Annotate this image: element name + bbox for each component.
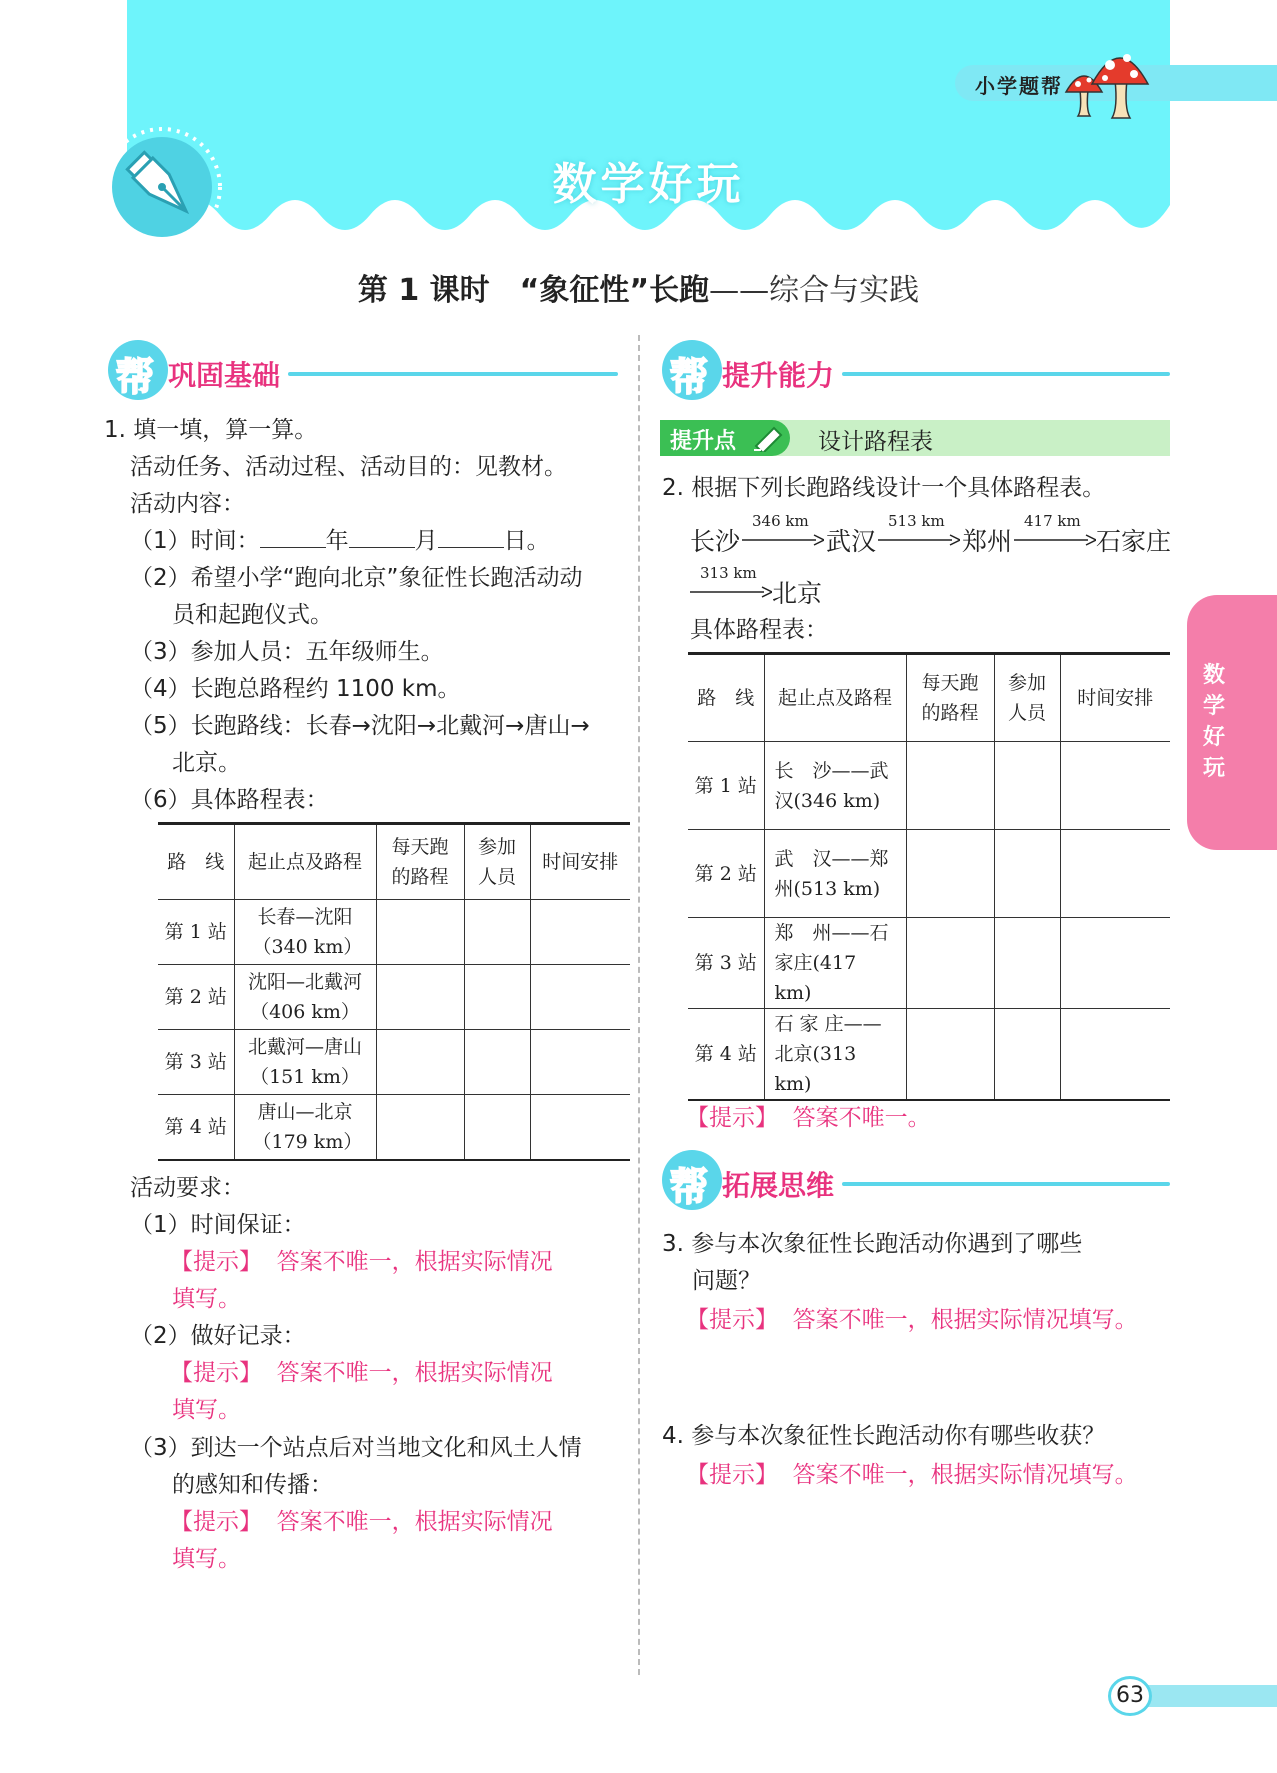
hint-tag: 【提示】: [686, 1307, 778, 1333]
time-label: （1）时间：: [130, 528, 260, 554]
section-rule: [842, 1182, 1170, 1186]
section-rule: [288, 372, 618, 376]
station-cell: 第 3 站: [158, 1030, 234, 1095]
route-cell-line: 石 家 庄——: [774, 1013, 882, 1035]
section-title: 提升能力: [722, 359, 835, 392]
city-zhengzhou: 郑州: [962, 527, 1013, 556]
station-cell: 第 2 站: [158, 965, 234, 1030]
section-title: 拓展思维: [722, 1169, 835, 1202]
table-row: [688, 830, 1170, 918]
th-participants: 参加人员: [464, 824, 530, 900]
section-title: 巩固基础: [168, 359, 281, 392]
participants-cell[interactable]: [464, 1095, 530, 1160]
table-row: [158, 1095, 630, 1160]
hint-tag: 【提示】: [170, 1509, 262, 1535]
participants-cell[interactable]: [464, 900, 530, 965]
page-number: 63: [1108, 1676, 1152, 1716]
item-6: （6）具体路程表：: [130, 787, 329, 813]
schedule-cell[interactable]: [530, 1095, 630, 1160]
station-cell: 第 1 站: [158, 900, 234, 965]
route-cell-line: 武 汉——郑: [774, 847, 889, 870]
table-label: 具体路程表：: [690, 617, 828, 643]
hint-text: 答案不唯一。: [792, 1105, 931, 1131]
daily-cell[interactable]: [376, 1030, 464, 1095]
pencil-icon: [752, 424, 786, 452]
route-cell-line: 家庄(417 km): [774, 952, 857, 1004]
banner-title: 数学好玩: [552, 159, 745, 210]
item-3: （3）参加人员：五年级师生。: [130, 639, 444, 665]
requirement-3-line-a: （3）到达一个站点后对当地文化和风土人情: [130, 1435, 582, 1461]
lesson-main-title: 第 1 课时 “象征性”长跑: [357, 273, 710, 308]
side-tab-label: 数学好玩: [1203, 663, 1226, 781]
point-tag-label: 提升点: [670, 429, 737, 454]
route-cell: [764, 1009, 906, 1101]
daily-cell[interactable]: [376, 965, 464, 1030]
table-row: [688, 918, 1170, 1009]
distance-label: 513 km: [888, 512, 945, 530]
arrow-icon: [878, 534, 960, 546]
question-2: 2. 根据下列长跑路线设计一个具体路程表。: [662, 475, 1106, 501]
route-cell: 长春—沈阳（340 km）: [234, 900, 376, 965]
hint-2-cont: 填写。: [172, 1397, 241, 1423]
hint-text: 答案不唯一，根据实际情况填写。: [792, 1307, 1138, 1333]
participants-cell[interactable]: [464, 965, 530, 1030]
participants-cell[interactable]: [994, 918, 1060, 1009]
question-3-line-b: 问题？: [692, 1268, 761, 1294]
route-cell: [764, 830, 906, 918]
route-cell-line: 长 沙——武: [774, 759, 889, 782]
arrow-icon: [1014, 534, 1096, 546]
question-1: 1. 填一填，算一算。: [104, 417, 318, 443]
participants-cell[interactable]: [994, 830, 1060, 918]
th-daily-distance: 每天跑的路程: [906, 654, 994, 742]
year-blank[interactable]: [260, 528, 326, 548]
daily-cell[interactable]: [376, 900, 464, 965]
hint-tag: 【提示】: [170, 1360, 262, 1386]
hint-1-cont: 填写。: [172, 1286, 241, 1312]
route-cell: 北戴河—唐山（151 km）: [234, 1030, 376, 1095]
table-row: [158, 900, 630, 965]
participants-cell[interactable]: [994, 1009, 1060, 1101]
day-blank[interactable]: [438, 528, 504, 548]
pen-nib-icon: [100, 125, 225, 250]
route-cell-line: 州(513 km): [774, 877, 881, 900]
hint-2: [170, 1355, 553, 1392]
item-5-line-a: （5）长跑路线：长春→沈阳→北戴河→唐山→: [130, 713, 590, 739]
mushroom-icon: [1060, 40, 1150, 120]
hint-tag: 【提示】: [686, 1462, 778, 1488]
th-schedule: 时间安排: [1060, 654, 1170, 742]
route-cell-line: 汉(346 km): [774, 789, 881, 812]
daily-cell[interactable]: [906, 742, 994, 830]
station-cell: 第 4 站: [688, 1009, 764, 1101]
section-header-basics: [108, 340, 618, 400]
station-cell: 第 2 站: [688, 830, 764, 918]
side-chapter-tab: [1187, 595, 1277, 850]
arrow-icon: [690, 586, 772, 598]
schedule-cell[interactable]: [530, 1030, 630, 1095]
th-participants: 参加人员: [994, 654, 1060, 742]
question-3-line-a: 3. 参与本次象征性长跑活动你遇到了哪些: [662, 1231, 1083, 1257]
item-5-line-b: 北京。: [172, 750, 241, 776]
station-cell: 第 4 站: [158, 1095, 234, 1160]
hint-text: 答案不唯一，根据实际情况填写。: [792, 1462, 1138, 1488]
route-cell: 唐山—北京（179 km）: [234, 1095, 376, 1160]
participants-cell[interactable]: [464, 1030, 530, 1095]
th-endpoints: 起止点及路程: [764, 654, 906, 742]
route-cell: [764, 742, 906, 830]
left-route-table: [158, 822, 630, 1161]
table-row: [158, 965, 630, 1030]
daily-cell[interactable]: [906, 1009, 994, 1101]
section-header-expand: [662, 1150, 1170, 1210]
question-4: 4. 参与本次象征性长跑活动你有哪些收获？: [662, 1423, 1106, 1449]
arrow-icon: [742, 534, 824, 546]
city-changsha: 长沙: [690, 527, 741, 556]
hint-tag: 【提示】: [686, 1105, 778, 1131]
schedule-cell[interactable]: [1060, 918, 1170, 1009]
lesson-subtitle: ——综合与实践: [709, 273, 920, 308]
day-label: 日。: [503, 528, 550, 554]
th-schedule: 时间安排: [530, 824, 630, 900]
table-row: [158, 1030, 630, 1095]
section-badge-char: 帮: [116, 355, 155, 399]
hint-3: [170, 1504, 553, 1541]
table-row: [688, 1009, 1170, 1101]
section-badge-char: 帮: [670, 355, 709, 399]
hint-q3: [686, 1302, 1138, 1339]
item-2-line-b: 员和起跑仪式。: [172, 602, 333, 628]
item-4: （4）长跑总路程约 1100 km。: [130, 676, 461, 702]
route-cell: 沈阳—北戴河（406 km）: [234, 965, 376, 1030]
banner-background: [127, 0, 1170, 250]
distance-label: 346 km: [752, 512, 809, 530]
hint-q2: [686, 1100, 931, 1137]
hint-1: [170, 1244, 553, 1281]
station-cell: 第 3 站: [688, 918, 764, 1009]
route-cell-line: 郑 州——石: [774, 922, 889, 944]
city-beijing: 北京: [772, 579, 823, 608]
station-cell: 第 1 站: [688, 742, 764, 830]
brand-label: 小学题帮: [975, 74, 1063, 98]
schedule-cell[interactable]: [530, 965, 630, 1030]
hint-q4: [686, 1457, 1138, 1494]
item-2-line-a: （2）希望小学“跑向北京”象征性长跑活动动: [130, 565, 583, 591]
route-cell: [764, 918, 906, 1009]
schedule-cell[interactable]: [1060, 1009, 1170, 1101]
daily-cell[interactable]: [376, 1095, 464, 1160]
th-endpoints: 起止点及路程: [234, 824, 376, 900]
month-label: 月: [414, 528, 438, 554]
right-route-table: [688, 652, 1170, 1101]
city-shijiazhuang: 石家庄: [1096, 527, 1172, 556]
point-label: 设计路程表: [818, 429, 933, 455]
schedule-cell[interactable]: [1060, 742, 1170, 830]
lesson-title: [0, 265, 1277, 309]
schedule-cell[interactable]: [1060, 830, 1170, 918]
header-banner: [127, 0, 1170, 250]
table-row: [688, 742, 1170, 830]
th-route: 路 线: [158, 824, 234, 900]
hint-tag: 【提示】: [170, 1249, 262, 1275]
schedule-cell[interactable]: [530, 900, 630, 965]
distance-label: 417 km: [1024, 512, 1081, 530]
th-route: 路 线: [688, 654, 764, 742]
th-daily-distance: 每天跑的路程: [376, 824, 464, 900]
hint-text: 答案不唯一，根据实际情况: [276, 1360, 553, 1386]
daily-cell[interactable]: [906, 918, 994, 1009]
participants-cell[interactable]: [994, 742, 1060, 830]
section-badge-char: 帮: [670, 1165, 709, 1209]
daily-cell[interactable]: [906, 830, 994, 918]
activity-task-line: 活动任务、活动过程、活动目的：见教材。: [130, 454, 567, 480]
requirement-2: （2）做好记录：: [130, 1323, 306, 1349]
section-rule: [842, 372, 1170, 376]
route-cell-line: 北京(313 km): [774, 1043, 857, 1095]
requirements-label: 活动要求：: [130, 1175, 245, 1201]
time-line: [130, 523, 550, 560]
column-divider: [638, 335, 640, 1675]
year-label: 年: [325, 528, 349, 554]
hint-3-cont: 填写。: [172, 1546, 241, 1572]
city-wuhan: 武汉: [826, 527, 877, 556]
requirement-3-line-b: 的感知和传播：: [172, 1472, 333, 1498]
requirement-1: （1）时间保证：: [130, 1212, 306, 1238]
distance-label: 313 km: [700, 564, 757, 582]
activity-content-label: 活动内容：: [130, 491, 245, 517]
hint-text: 答案不唯一，根据实际情况: [276, 1509, 553, 1535]
hint-text: 答案不唯一，根据实际情况: [276, 1249, 553, 1275]
section-header-ability: [662, 340, 1170, 400]
month-blank[interactable]: [349, 528, 415, 548]
